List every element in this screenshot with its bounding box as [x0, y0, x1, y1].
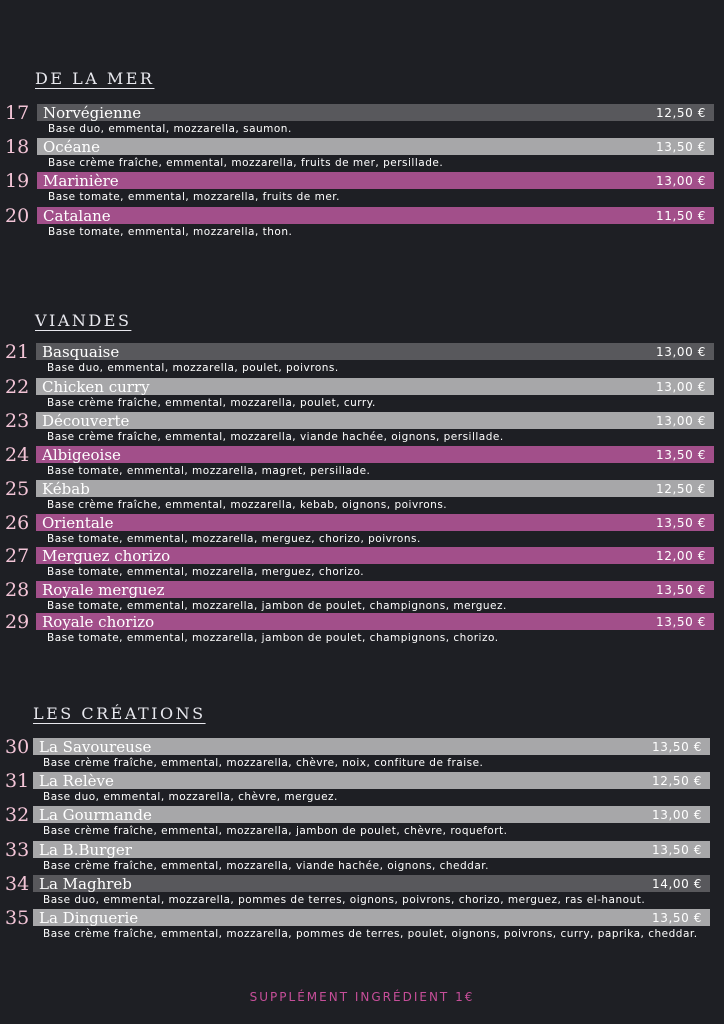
item-description: Base tomate, emmental, mozzarella, jambon de poulet, champignons, chorizo. [47, 632, 499, 644]
section-title: VIANDES [35, 311, 132, 330]
menu-item [0, 480, 724, 514]
item-bar [36, 514, 714, 531]
item-name: La Dinguerie [39, 908, 139, 927]
item-bar [37, 138, 714, 155]
item-price: 13,50 € [651, 842, 702, 857]
item-name: La B.Burger [39, 840, 132, 859]
item-bar [36, 343, 714, 360]
item-number: 25 [5, 478, 30, 500]
item-bar [33, 909, 710, 926]
item-price: 12,00 € [655, 548, 706, 563]
item-name: Orientale [42, 513, 114, 532]
item-bar [37, 172, 714, 189]
menu-item [0, 514, 724, 548]
menu-item [0, 909, 724, 943]
item-description: Base tomate, emmental, mozzarella, jambon de poulet, champignons, merguez. [47, 600, 507, 612]
item-price: 13,50 € [655, 139, 706, 154]
menu-item [0, 343, 724, 377]
item-price: 13,50 € [655, 614, 706, 629]
menu-item [0, 875, 724, 909]
item-number: 30 [5, 736, 30, 758]
item-number: 31 [5, 770, 30, 792]
item-name: Chicken curry [42, 377, 150, 396]
item-price: 11,50 € [655, 208, 706, 223]
item-number: 32 [5, 804, 30, 826]
item-description: Base crème fraîche, emmental, mozzarella, pommes de terres, poulet, oignons, poivrons, curry, paprika, cheddar. [43, 928, 698, 940]
item-bar [36, 480, 714, 497]
item-description: Base duo, emmental, mozzarella, saumon. [48, 123, 292, 135]
item-price: 12,50 € [651, 773, 702, 788]
menu-item [0, 613, 724, 647]
menu-item [0, 547, 724, 581]
item-price: 14,00 € [651, 876, 702, 891]
item-name: Royale merguez [42, 580, 165, 599]
section-title: DE LA MER [35, 69, 155, 88]
menu-item [0, 172, 724, 206]
item-description: Base crème fraîche, emmental, mozzarella, fruits de mer, persillade. [48, 157, 444, 169]
item-number: 20 [5, 205, 30, 227]
item-description: Base tomate, emmental, mozzarella, thon. [48, 226, 293, 238]
item-name: Catalane [43, 206, 111, 225]
item-name: La Savoureuse [39, 737, 152, 756]
item-description: Base crème fraîche, emmental, mozzarella, chèvre, noix, confiture de fraise. [43, 757, 484, 769]
item-name: La Maghreb [39, 874, 132, 893]
item-number: 27 [5, 545, 30, 567]
item-name: Kébab [42, 479, 90, 498]
item-description: Base tomate, emmental, mozzarella, magret, persillade. [47, 465, 371, 477]
item-bar [36, 446, 714, 463]
menu-item [0, 581, 724, 615]
item-name: Royale chorizo [42, 612, 155, 631]
item-bar [36, 613, 714, 630]
item-bar [33, 738, 710, 755]
item-price: 13,50 € [655, 447, 706, 462]
item-price: 13,50 € [651, 910, 702, 925]
item-description: Base crème fraîche, emmental, mozzarella, jambon de poulet, chèvre, roquefort. [43, 825, 508, 837]
item-price: 13,00 € [655, 173, 706, 188]
item-number: 19 [5, 170, 30, 192]
supplement-note: SUPPLÉMENT INGRÉDIENT 1€ [249, 990, 475, 1004]
item-number: 29 [5, 611, 30, 633]
item-bar [37, 207, 714, 224]
item-number: 34 [5, 873, 30, 895]
item-number: 35 [5, 907, 30, 929]
item-bar [36, 378, 714, 395]
item-description: Base duo, emmental, mozzarella, pommes de terres, oignons, poivrons, chorizo, merguez, ras el-hanout. [43, 894, 646, 906]
item-bar [33, 806, 710, 823]
item-price: 13,00 € [655, 344, 706, 359]
item-description: Base duo, emmental, mozzarella, chèvre, merguez. [43, 791, 338, 803]
item-name: Océane [43, 137, 101, 156]
item-description: Base tomate, emmental, mozzarella, merguez, chorizo, poivrons. [47, 533, 421, 545]
item-number: 33 [5, 839, 30, 861]
menu-item [0, 207, 724, 241]
item-name: Basquaise [42, 342, 120, 361]
item-number: 22 [5, 376, 30, 398]
item-price: 12,50 € [655, 105, 706, 120]
item-bar [33, 841, 710, 858]
item-price: 12,50 € [655, 481, 706, 496]
menu-item [0, 806, 724, 840]
item-bar [36, 581, 714, 598]
menu-item [0, 104, 724, 138]
item-description: Base crème fraîche, emmental, mozzarella, poulet, curry. [47, 397, 376, 409]
item-description: Base tomate, emmental, mozzarella, fruits de mer. [48, 191, 340, 203]
item-price: 13,00 € [655, 379, 706, 394]
menu-item [0, 412, 724, 446]
item-bar [36, 547, 714, 564]
item-name: Découverte [42, 411, 130, 430]
item-bar [33, 875, 710, 892]
item-price: 13,50 € [651, 739, 702, 754]
item-name: Merguez chorizo [42, 546, 171, 565]
item-number: 26 [5, 512, 30, 534]
item-number: 28 [5, 579, 30, 601]
item-number: 21 [5, 341, 30, 363]
item-number: 24 [5, 444, 30, 466]
item-number: 18 [5, 136, 30, 158]
item-description: Base crème fraîche, emmental, mozzarella, viande hachée, oignons, cheddar. [43, 860, 489, 872]
item-description: Base duo, emmental, mozzarella, poulet, poivrons. [47, 362, 339, 374]
item-description: Base crème fraîche, emmental, mozzarella, viande hachée, oignons, persillade. [47, 431, 504, 443]
menu-item [0, 738, 724, 772]
menu-item [0, 772, 724, 806]
item-name: Norvégienne [43, 103, 142, 122]
item-bar [37, 104, 714, 121]
item-price: 13,00 € [655, 413, 706, 428]
item-description: Base tomate, emmental, mozzarella, merguez, chorizo. [47, 566, 365, 578]
item-name: Albigeoise [42, 445, 121, 464]
item-number: 17 [5, 102, 30, 124]
item-price: 13,50 € [655, 582, 706, 597]
section-title: LES CRÉATIONS [33, 704, 206, 723]
menu-item [0, 446, 724, 480]
item-name: La Relève [39, 771, 114, 790]
menu-item [0, 138, 724, 172]
item-price: 13,50 € [655, 515, 706, 530]
item-name: La Gourmande [39, 805, 152, 824]
item-description: Base crème fraîche, emmental, mozzarella, kebab, oignons, poivrons. [47, 499, 448, 511]
menu-item [0, 378, 724, 412]
item-number: 23 [5, 410, 30, 432]
menu-item [0, 841, 724, 875]
item-bar [36, 412, 714, 429]
item-bar [33, 772, 710, 789]
item-price: 13,00 € [651, 807, 702, 822]
item-name: Marinière [43, 171, 119, 190]
